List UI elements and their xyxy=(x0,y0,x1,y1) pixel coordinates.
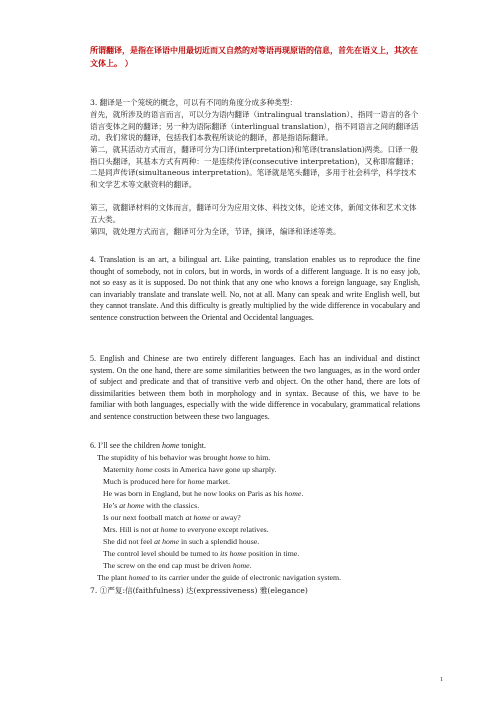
keyword: its home xyxy=(220,549,247,558)
keyword: at home xyxy=(185,513,211,522)
example-sentence: Mrs. Hill is not at home to everyone except relatives. xyxy=(103,525,269,534)
keyword: home xyxy=(161,441,180,450)
section-3-para-1: 首先，就所涉及的语言而言，可以分为语内翻译（intralingual translation）、指同一语言的各个语言变体之间的翻译；另一种为语际翻译（interlingual translation），指不同语言之间的翻译活动。我们常说的翻译，包括我们本教程所谈论的翻译，都是指语际翻译。 xyxy=(90,110,419,143)
keyword: home xyxy=(135,465,153,474)
keyword: at home xyxy=(154,537,180,546)
keyword: home xyxy=(187,477,205,486)
keyword: homed xyxy=(128,573,150,582)
example-sentence: The stupidity of his behavior was brought home to him. xyxy=(97,453,271,462)
example-sentence: Is our next football match at home or away? xyxy=(103,513,241,522)
example-sentence: The screw on the end cap must be driven home. xyxy=(103,561,252,570)
section-4-paragraph: 4. Translation is an art, a bilingual art. Like painting, translation enables us to reproduce the fine thought of somebody, not in colors, but in words, in words of a different language. It is no easy job, not so easy as it is supposed. Do not think that any one who knows a foreign language, say English, can invariably translate and translate well. No, not at all. Many can speak and write English well, but they cannot translate. And this difficulty is greatly multiplied by the wide difference in vocabulary and sentence construction between the Oriental and Occidental languages. xyxy=(90,255,420,322)
example-sentence: Much is produced here for home market. xyxy=(103,477,231,486)
section-5-paragraph: 5. English and Chinese are two entirely different languages. Each has an individual and distinct system. On the one hand, there are some similarities between the two languages, as in the word order of subject and predicate and that of transitive verb and object. On the other hand, there are lots of dissimilarities between them both in morphology and in syntax. Because of this, we have to be familiar with both languages, especially with the wide difference in vocabulary, grammatical relations and sentence construction between these two languages. xyxy=(90,354,420,421)
section-3-para-4: 第四，就处理方式而言，翻译可分为全译，节译，摘译，编译和译述等类。 xyxy=(90,227,341,236)
example-sentence: He was born in England, but he now looks on Paris as his home. xyxy=(103,489,304,498)
example-sentence: The control level should be turned to its home position in time. xyxy=(103,549,300,558)
example-sentence: He’s at home with the classics. xyxy=(103,501,200,510)
text: 6. I’ll see the children xyxy=(90,441,162,450)
section-6-title xyxy=(90,440,206,452)
keyword: home xyxy=(284,489,302,498)
keyword: home xyxy=(229,453,247,462)
text: tonight. xyxy=(179,441,206,450)
example-sentence: Maternity home costs in America have gone up sharply. xyxy=(103,465,277,474)
page-number: 1 xyxy=(440,676,444,683)
section-3-title: 3. 翻译是一个笼统的概念，可以有不同的角度分成多种类型： xyxy=(90,98,298,107)
keyword: at home xyxy=(119,501,145,510)
section-3-para-2: 第二，就其活动方式而言，翻译可分为口译(interpretation)和笔译(translation)两类。口译一般指口头翻译，其基本方式有两种：一是连续传译(consecutive interpretation)，又称即席翻译；二是同声传译(simultaneous interpretation)。笔译就是笔头翻译，多用于社会科学，科学技术和文学艺术等文献资料的翻译。 xyxy=(90,145,419,189)
keyword: at home xyxy=(152,525,178,534)
example-sentence: She did not feel at home in such a splendid house. xyxy=(103,537,260,546)
definition-lead: 所谓翻译，是指在译语中用最切近而又自然的对等语再现原语的信息，首先在语义上，其次在文体上。 ） xyxy=(90,45,418,68)
section-3-para-3: 第三，就翻译材料的文体而言，翻译可分为应用文体、科技文体，论述文体，新闻文体和艺术文体五大类。 xyxy=(90,203,417,224)
example-sentence: The plant homed to its carrier under the guide of electronic navigation system. xyxy=(97,573,342,582)
keyword: home xyxy=(232,561,250,570)
section-7-line: 7. ①严复:信(faithfulness) 达(expressiveness) 雅(elegance) xyxy=(90,586,308,595)
